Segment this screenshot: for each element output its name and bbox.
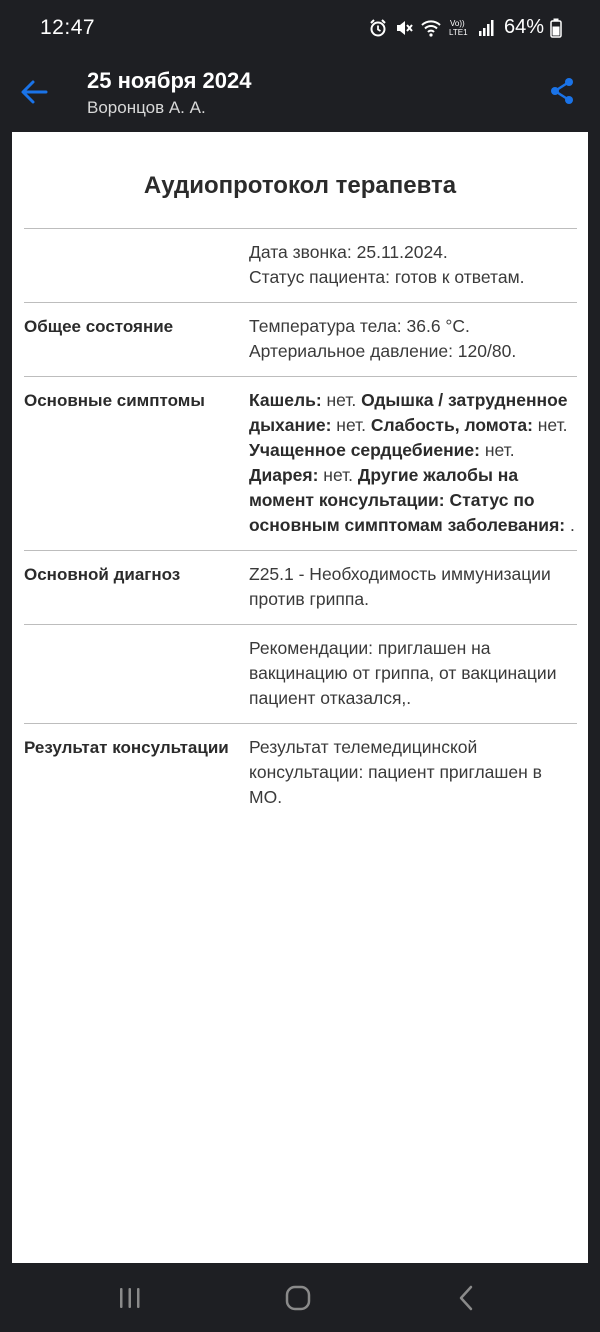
status-icons <box>368 16 562 39</box>
body-temperature: Температура тела: 36.6 °C. <box>249 316 470 336</box>
share-button[interactable] <box>546 74 578 108</box>
row-value <box>249 735 577 810</box>
record-row-symptoms <box>24 376 577 550</box>
nav-back-button[interactable] <box>446 1283 486 1313</box>
row-value <box>249 562 577 612</box>
app-bar <box>0 60 600 132</box>
status-time: 12:47 <box>40 16 96 39</box>
status-bar <box>0 0 600 60</box>
symptom-value: . <box>565 515 575 535</box>
row-label: Результат консультации <box>24 738 229 757</box>
signal-icon <box>478 19 494 37</box>
symptom-value: нет. <box>321 390 362 410</box>
recent-apps-button[interactable] <box>110 1283 150 1313</box>
svg-text:LTE1: LTE1 <box>448 27 468 37</box>
home-button[interactable] <box>278 1283 318 1313</box>
recommendations-text: Рекомендации: приглашен на вакцинацию от гриппа, от вакцинации пациент отказался,. <box>249 638 557 708</box>
row-label: Основные симптомы <box>24 391 205 410</box>
mute-icon <box>394 18 414 38</box>
battery-icon <box>550 18 562 38</box>
battery-percentage: 64% <box>503 16 544 38</box>
symptom-value: нет. <box>532 415 568 435</box>
arrow-left-icon <box>20 79 48 105</box>
symptom-term: Кашель: <box>249 390 322 410</box>
doctor-name: Воронцов А. А. <box>87 98 206 117</box>
recent-apps-icon <box>117 1286 143 1310</box>
back-button[interactable] <box>14 74 54 110</box>
blood-pressure: Артериальное давление: 120/80. <box>249 341 517 361</box>
svg-text:Vo)): Vo)) <box>449 18 465 28</box>
volte-icon <box>448 18 472 38</box>
record-table <box>24 228 577 822</box>
chevron-left-icon <box>456 1284 476 1312</box>
row-label <box>24 636 249 711</box>
symptom-term: Другие жалобы на момент консультации: Статус по основным симптомам заболевания: <box>249 465 566 535</box>
diagnosis-text: Z25.1 - Необходимость иммунизации против гриппа. <box>249 564 551 609</box>
record-row-general-state <box>24 302 577 376</box>
row-value <box>249 388 577 538</box>
row-label: Общее состояние <box>24 317 174 336</box>
alarm-icon <box>368 18 388 38</box>
row-value <box>249 314 577 364</box>
home-icon <box>284 1284 312 1312</box>
row-value <box>249 240 577 290</box>
record-row-recommendations <box>24 624 577 723</box>
symptom-term: Слабость, ломота: <box>370 415 533 435</box>
wifi-icon <box>420 18 442 38</box>
row-label: Основной диагноз <box>24 565 181 584</box>
system-nav-bar <box>0 1263 600 1332</box>
consultation-result-text: Результат телемедицинской консультации: пациент приглашен в МО. <box>249 737 542 807</box>
symptom-value: нет. <box>479 440 515 460</box>
record-row-diagnosis <box>24 550 577 624</box>
protocol-document <box>12 132 588 1263</box>
document-title: Аудиопротокол терапевта <box>143 172 457 199</box>
record-row-result <box>24 723 577 822</box>
symptom-term: Одышка / затрудненное дыхание: <box>249 390 568 435</box>
symptom-term: Учащенное сердцебиение: <box>249 440 480 460</box>
page-title: 25 ноября 2024 <box>87 68 252 93</box>
call-date: Дата звонка: 25.11.2024. <box>249 242 448 262</box>
patient-status: Статус пациента: готов к ответам. <box>249 267 525 287</box>
symptom-term: Диарея: <box>249 465 319 485</box>
record-row-call-info <box>24 228 577 302</box>
symptom-value: нет. <box>318 465 358 485</box>
row-label <box>24 240 249 290</box>
row-value <box>249 636 577 711</box>
share-icon <box>549 77 575 105</box>
symptom-value: нет. <box>331 415 371 435</box>
